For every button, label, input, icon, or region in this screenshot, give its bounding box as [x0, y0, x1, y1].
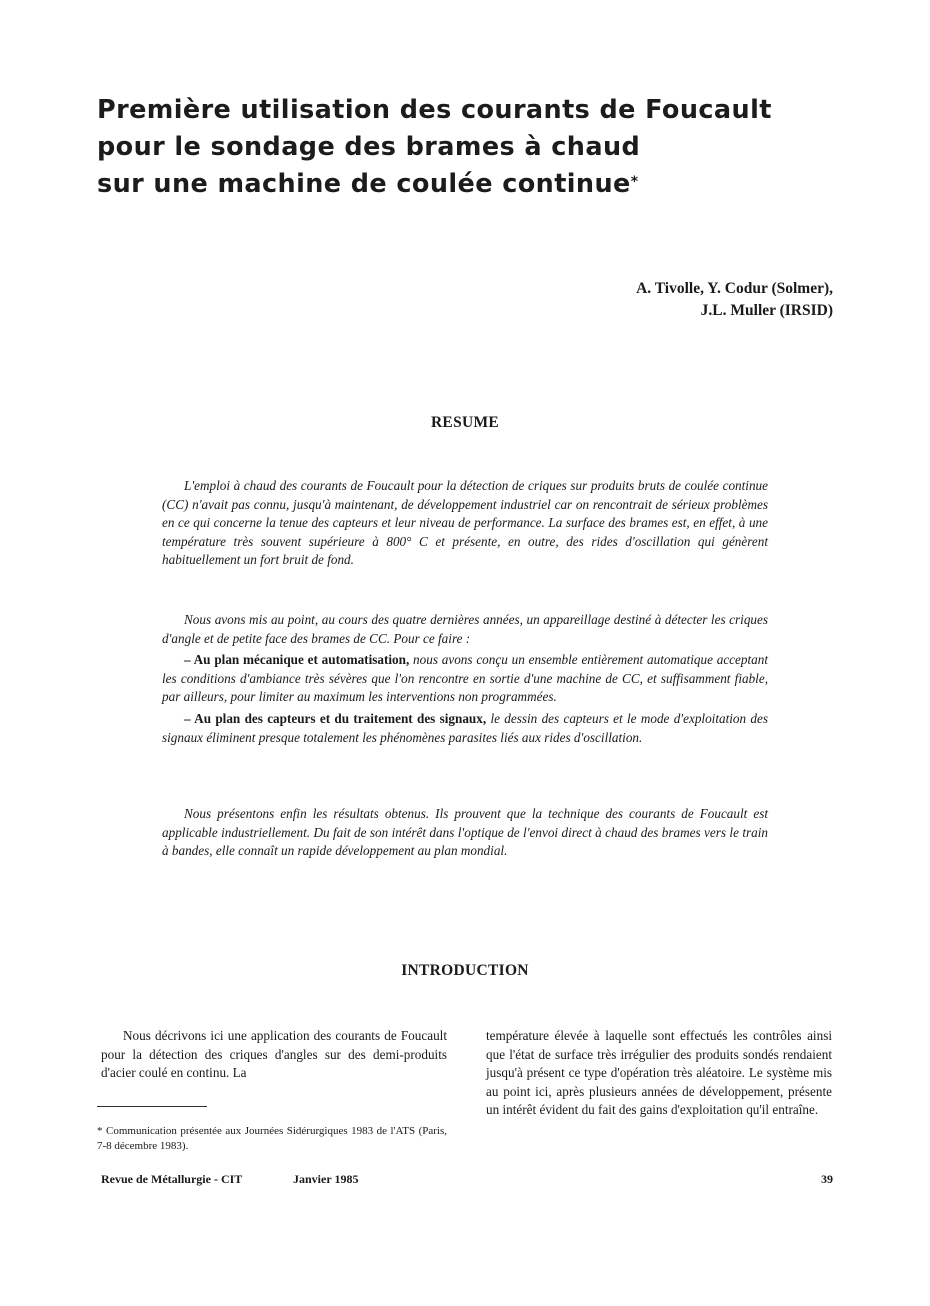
- resume-item-1-text: nous avons conçu un ensemble entièrement automatique acceptant les conditions d'ambiance très sévères que l'on rencontre en sortie d'une machine de CC, et suffisamment fiable, par ailleurs, pour limiter au maximum les interventions non programmées.: [162, 652, 768, 705]
- intro-right-column: température élevée à laquelle sont effectués les contrôles ainsi que l'état de surface très irrégulier des produits sondés rendaient jusqu'à présent ce type d'opération très aléatoire. Le système mis au point ici, après plusieurs années de développement, présente un intérêt évident du fait des gains d'exploitation qu'il entraîne.: [486, 1028, 832, 1118]
- resume-item-1: [162, 651, 768, 707]
- footnote-rule: [97, 1106, 207, 1107]
- article-title: [97, 92, 857, 203]
- resume-p3-text: Nous présentons enfin les résultats obtenus. Ils prouvent que la technique des courants de Foucault est applicable industriellement. Du fait de son intérêt dans l'optique de l'envoi direct à chaud des brames vers le train à bandes, elle connaît un rapide développement au plan mondial.: [162, 806, 768, 859]
- footer-journal: Revue de Métallurgie - CIT: [101, 1172, 243, 1186]
- resume-paragraph-3: [162, 805, 768, 861]
- title-line-1: Première utilisation des courants de Foucault: [97, 95, 772, 125]
- resume-p1-text: L'emploi à chaud des courants de Foucault pour la détection de criques sur produits bruts de coulée continue (CC) n'avait pas connu, jusqu'à maintenant, de développement industriel car on rencontrait de sérieux problèmes en ce qui concerne la tenue des capteurs et leur niveau de performance. La surface des brames est, en effet, à une température très souvent supérieure à 800° C et présente, en outre, des rides d'oscillation qui génèrent habituellement un fort bruit de fond.: [162, 478, 768, 568]
- resume-heading: RESUME: [430, 414, 500, 431]
- resume-paragraph-1: [162, 477, 768, 570]
- page-number: 39: [821, 1172, 833, 1186]
- title-line-3: [97, 166, 857, 203]
- resume-item-2: [162, 710, 768, 747]
- footnote-marker: *: [630, 174, 639, 190]
- introduction-heading: INTRODUCTION: [401, 962, 529, 979]
- authors-line-1: A. Tivolle, Y. Codur (Solmer),: [636, 280, 833, 297]
- title-line-2: pour le sondage des brames à chaud: [97, 132, 641, 162]
- footnote: * Communication présentée aux Journées Sidérurgiques 1983 de l'ATS (Paris, 7-8 décembre 1983).: [97, 1125, 447, 1152]
- resume-item-2-text: le dessin des capteurs et le mode d'exploitation des signaux éliminent presque totalement les phénomènes parasites liés aux rides d'oscillation.: [162, 710, 768, 745]
- author-block: [636, 278, 833, 322]
- resume-p2-text: Nous avons mis au point, au cours des quatre dernières années, un appareillage destiné à détecter les criques d'angle et de petite face des brames de CC. Pour ce faire :: [162, 612, 768, 646]
- resume-item-1-lead: – Au plan mécanique et automatisation,: [184, 652, 410, 668]
- title-line-3-text: sur une machine de coulée continue: [97, 169, 631, 199]
- resume-item-2-lead: – Au plan des capteurs et du traitement des signaux,: [184, 710, 487, 726]
- authors-line-2: J.L. Muller (IRSID): [700, 302, 833, 319]
- footer-date: Janvier 1985: [293, 1172, 359, 1186]
- resume-paragraph-2: [162, 611, 768, 747]
- intro-left-column: Nous décrivons ici une application des courants de Foucault pour la détection des criques d'angles sur des demi-produits d'acier coulé en continu. La: [101, 1028, 447, 1081]
